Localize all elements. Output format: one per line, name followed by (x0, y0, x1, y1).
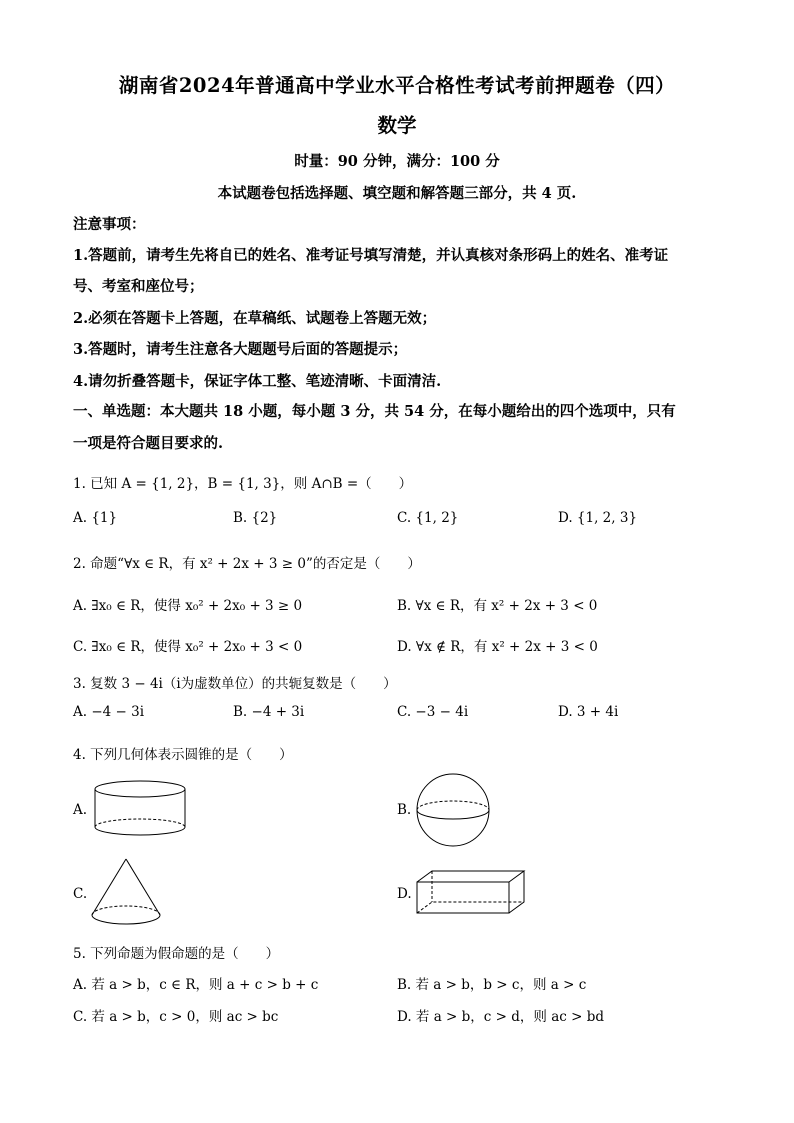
question-1-option-b: B. {2} (233, 510, 278, 526)
notes-heading: 注意事项： (73, 216, 146, 233)
note-2: 2.必须在答题卡上答题，在草稿纸、试题卷上答题无效； (73, 310, 437, 327)
section-heading-line-2: 一项是符合题目要求的. (73, 435, 224, 452)
question-2-option-a: A. ∃x₀ ∈ R，使得 x₀² + 2x₀ + 3 ≥ 0 (73, 598, 303, 614)
question-5-option-b: B. 若 a > b，b > c，则 a > c (397, 977, 587, 993)
note-1-line-1: 1.答题前，请考生先将自已的姓名、准考证号填写清楚，并认真核对条形码上的姓名、准考证 (73, 247, 669, 264)
question-4-option-a: A. (73, 802, 88, 818)
question-2-stem: 2. 命题“∀x ∈ R，有 x² + 2x + 3 ≥ 0”的否定是（ ） (73, 556, 421, 572)
cone-icon (88, 856, 164, 928)
question-2-option-d: D. ∀x ∉ R，有 x² + 2x + 3 < 0 (397, 639, 598, 655)
question-5-option-d: D. 若 a > b，c > d，则 ac > bd (397, 1009, 604, 1025)
scope-info: 本试题卷包括选择题、填空题和解答题三部分，共 4 页. (217, 185, 577, 202)
exam-title: 湖南省2024年普通高中学业水平合格性考试考前押题卷（四） (118, 74, 676, 97)
question-2-option-c: C. ∃x₀ ∈ R，使得 x₀² + 2x₀ + 3 < 0 (73, 639, 303, 655)
question-3-option-c: C. −3 − 4i (397, 704, 469, 720)
question-1-stem: 1. 已知 A = {1, 2}，B = {1, 3}，则 A∩B =（ ） (73, 476, 413, 492)
cylinder-icon (90, 778, 190, 840)
note-3: 3.答题时，请考生注意各大题题号后面的答题提示； (73, 341, 408, 358)
section-heading-line-1: 一、单选题：本大题共 18 小题，每小题 3 分，共 54 分，在每小题给出的四个选项中，只有 (73, 403, 676, 420)
question-1-option-c: C. {1, 2} (397, 510, 459, 526)
question-5-option-a: A. 若 a > b，c ∈ R，则 a + c > b + c (73, 977, 319, 993)
question-3-option-b: B. −4 + 3i (233, 704, 305, 720)
question-3-stem: 3. 复数 3 − 4i（i为虚数单位）的共轭复数是（ ） (73, 676, 397, 692)
question-4-option-b: B. (397, 802, 412, 818)
time-info: 时量：90 分钟，满分：100 分 (294, 153, 500, 170)
question-3-option-d: D. 3 + 4i (558, 704, 619, 720)
note-4: 4.请勿折叠答题卡，保证字体工整、笔迹清晰、卡面清洁. (73, 373, 442, 390)
subject-title: 数学 (377, 114, 417, 137)
rectangular-prism-icon (414, 868, 528, 916)
question-4-stem: 4. 下列几何体表示圆锥的是（ ） (73, 747, 293, 763)
question-3-option-a: A. −4 − 3i (73, 704, 145, 720)
question-2-option-b: B. ∀x ∈ R，有 x² + 2x + 3 < 0 (397, 598, 598, 614)
question-1-option-d: D. {1, 2, 3} (558, 510, 638, 526)
sphere-icon (413, 772, 493, 848)
question-4-option-d: D. (397, 886, 412, 902)
question-1-option-a: A. {1} (73, 510, 118, 526)
question-5-stem: 5. 下列命题为假命题的是（ ） (73, 946, 280, 962)
question-5-option-c: C. 若 a > b，c > 0，则 ac > bc (73, 1009, 279, 1025)
question-4-option-c: C. (73, 886, 88, 902)
note-1-line-2: 号、考室和座位号； (73, 278, 204, 295)
